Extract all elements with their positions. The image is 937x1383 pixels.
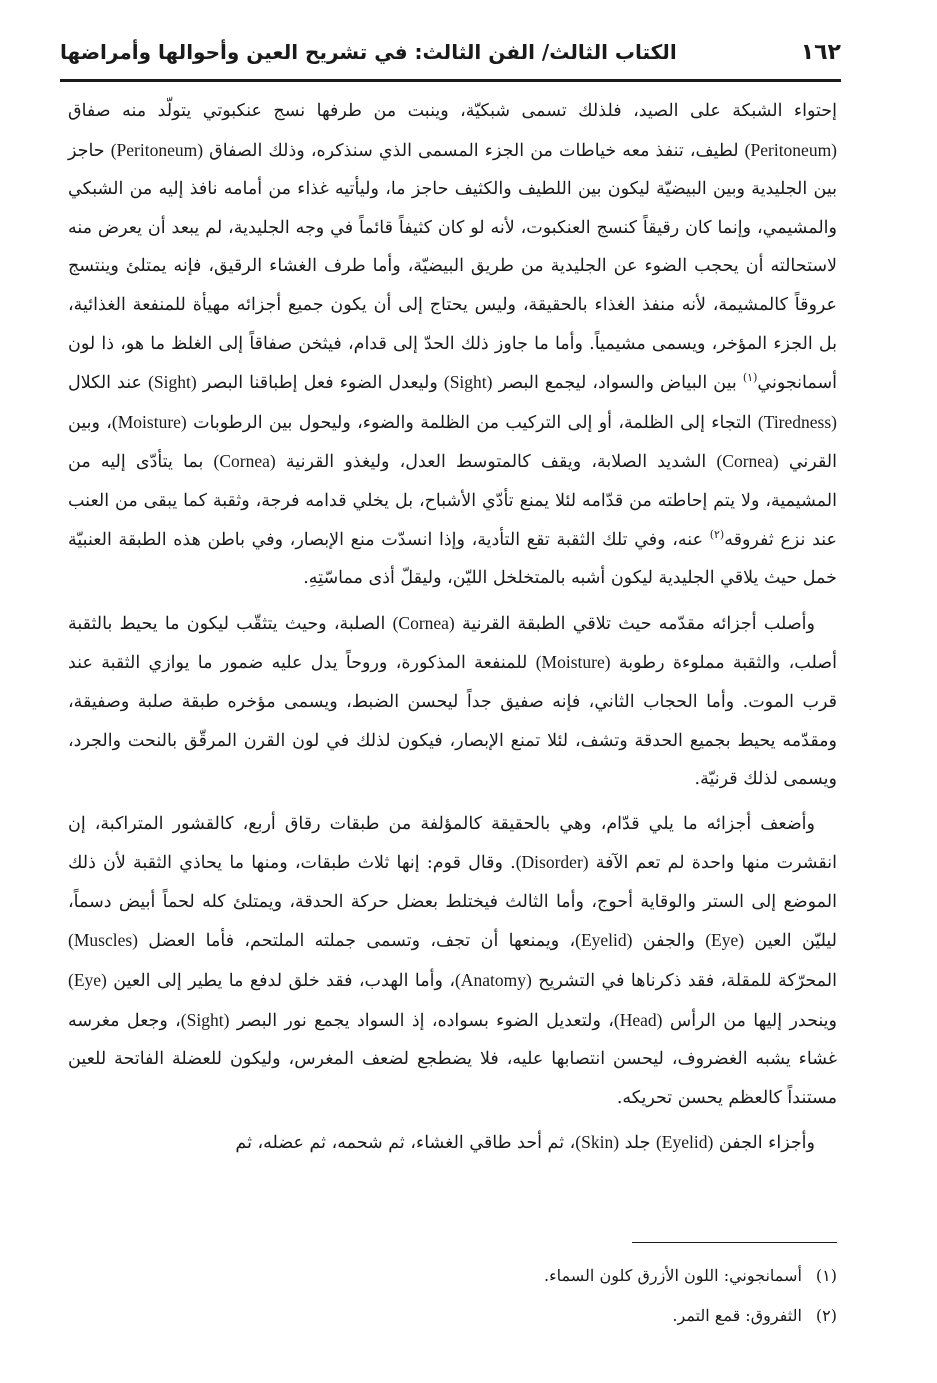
text-run: وأضعف أجزائه ما يلي قدّام، وهي بالحقيقة كالمؤلفة من طبقات رقاق أربع، كالقشور المتراكبة، إن انقشرت منها واحدة لم تعم الآفة <box>68 813 837 874</box>
footnote-text: الثفروق: قمع التمر. <box>672 1306 802 1325</box>
latin-term: (Anatomy) <box>454 970 532 991</box>
text-run: بين البياض والسواد، ليجمع البصر <box>492 373 743 394</box>
page-number: ١٦٢ <box>800 39 841 65</box>
paragraph <box>68 604 837 799</box>
text-run: المحرّكة للمقلة، فقد ذكرناها في التشريح <box>531 971 837 992</box>
text-run: ، وجعل مغرسه غشاء يشبه الغضروف، ليحسن انتصابها عليه، فلا يضطجع لضعف المغرس، وليكون للعضلة الفاتحة للعين مستنداً كالعظم يحسن تحريكه. <box>68 1010 837 1108</box>
text-run: وأجزاء الجفن <box>713 1133 815 1154</box>
latin-term: (Eye) <box>705 930 745 951</box>
text-run: بما يتأدّى إليه من المشيمية، ولا يتم إحاطته من قدّامه لئلا يمنع تأدّي الأشباح، بل يخلي قدامه فرجة، وثقبة كما يبقى من العنب عند نزع ثفروقه <box>68 452 837 550</box>
text-run: وأصلب أجزائه مقدّمه حيث تلاقي الطبقة القرنية <box>454 613 815 634</box>
latin-term: (Eyelid) <box>575 930 633 951</box>
latin-term: (Tiredness) <box>757 411 837 432</box>
latin-term: (Cornea) <box>213 451 276 472</box>
latin-term: (Eyelid) <box>655 1132 714 1153</box>
text-run: حاجز بين الجليدية وبين البيضيّة ليكون بين اللطيف والكثيف حاجز ما، وليأتيه غذاء من أمامه نافذ إليه من الشبكي والمشيمي، وإنما كان رقيقاً كنسج العنكبوت، لأنه لو كان كثيفاً قائماً في وجه الجليدية، لم يبعد أن يعرض منه لاستحالته أن يحجب الضوء عن الجليدية من طريق البيضيّة، وأما طرف الغشاء الرقيق، فإنه يمتلئ وينتسج عروقاً كالمشيمة، لأنه منفذ الغذاء بالحقيقة، وليس يحتاج إلى أن يكون جميع أجزائه مهيأة للمنفعة الغذائية، بل الجزء المؤخر، ويسمى مشيمياً. وأما ما جاوز ذلك الحدّ إلى قدام، فيثخن صفاقاً إلى الغلظ ما هو، ذا لون أسمانجوني <box>68 140 838 394</box>
header-rule <box>60 79 841 82</box>
latin-term: (Eye) <box>68 970 107 991</box>
text-run: ، وأما الهدب، فقد خلق لدفع ما يطير إلى العين <box>106 971 455 992</box>
latin-term: (Disorder) <box>515 852 589 873</box>
text-run: لطيف، تنفذ معه خياطات من الجزء المسمى الذي سنذكره، وذلك الصفاق <box>203 140 745 161</box>
latin-term: (Sight) <box>148 372 197 393</box>
text-run: ، ولتعديل الضوء بسواده، إذ السواد يجمع نور البصر <box>229 1010 614 1031</box>
running-head <box>60 30 841 74</box>
footnotes <box>68 1256 837 1336</box>
text-run: ، ثم أحد طاقي الغشاء، ثم شحمه، ثم عضله، ثم <box>235 1133 576 1154</box>
paragraph <box>68 92 837 598</box>
latin-term: (Muscles) <box>68 930 138 951</box>
latin-term: (Skin) <box>575 1132 620 1153</box>
latin-term: (Peritoneum) <box>744 139 838 160</box>
text-run: عنه، وفي تلك الثقبة تقع التأدية، وإذا انسدّت منع الإبصار، وفي باطن هذه الطبقة العنبيّة خمل حيث يلاقي الجليدية ليكون أشبه بالمتخلخل الليّن، وليقلّ أذى مماسّتِهِ. <box>68 529 837 589</box>
text-run: وليعدل الضوء فعل إطباقنا البصر <box>196 373 444 394</box>
running-title: الكتاب الثالث/ الفن الثالث: في تشريح العين وأحوالها وأمراضها <box>60 40 677 64</box>
footnote-number: (١) <box>815 1266 837 1285</box>
text-run: وينحدر إليها من الرأس <box>662 1010 837 1031</box>
text-run: للمنفعة المذكورة، وروحاً يدل عليه ضمور ما يوازي الثقبة عند قرب الموت. وأما الحجاب الثاني، فإنه صفيق جداً ليحسن الضبط، ويسمى مؤخره طبقة صلبة وصفيقة، ومقدّمه يحيط بجميع الحدقة وتشف، لئلا تمنع الإبصار، فيكون لذلك في لون القرن المرقّق بالنحت والجرد، ويسمى لذلك قرنيّة. <box>68 653 837 790</box>
text-run: التجاء إلى الظلمة، أو إلى التركيب من الظلمة والضوء، وليحول بين الرطوبات <box>186 412 758 433</box>
text-run: إحتواء الشبكة على الصيد، فلذلك تسمى شبكيّة، وينبت من طرفها نسج عنكبوتي يتولّد منه صفاق <box>68 101 837 121</box>
footnote-rule <box>632 1242 837 1243</box>
latin-term: (Cornea) <box>716 451 779 472</box>
footnote-text: أسمانجوني: اللون الأزرق كلون السماء. <box>544 1266 802 1285</box>
footnote-number: (٢) <box>815 1306 837 1325</box>
footnote-reference: (١) <box>742 371 758 385</box>
paragraph <box>68 1123 837 1163</box>
latin-term: (Moisture) <box>111 411 187 432</box>
text-run: جلد <box>619 1133 656 1154</box>
footnote-1 <box>68 1256 837 1296</box>
text-run: عند الكلال <box>68 373 149 394</box>
body-text <box>68 92 837 1169</box>
text-run: . وقال قوم: إنها ثلاث طبقات، ومنها ما يحاذي الثقبة لأن ذلك الموضع إلى الستر والوقاية أحوج، وأما الثالث فيختلط بعضل حركة الحدقة، ويمتلئ كله لحماً أبيض دسماً، ليليّن العين <box>68 853 837 952</box>
latin-term: (Sight) <box>180 1009 230 1030</box>
text-run: الشديد الصلابة، ويقف كالمتوسط العدل، وليغذو القرنية <box>275 452 717 473</box>
footnote-2 <box>68 1296 837 1336</box>
text-run: ، وبين القرني <box>68 412 837 473</box>
latin-term: (Cornea) <box>392 612 455 633</box>
paragraph <box>68 805 837 1118</box>
footnote-reference: (٢) <box>709 527 725 541</box>
text-run: والجفن <box>632 931 706 952</box>
latin-term: (Moisture) <box>535 652 611 673</box>
text-run: ، ويمنعها أن تجف، وتسمى جملته الملتحم، فأما العضل <box>137 931 576 952</box>
latin-term: (Head) <box>613 1009 663 1030</box>
latin-term: (Sight) <box>443 372 493 393</box>
latin-term: (Peritoneum) <box>110 139 204 160</box>
text-run: الصلبة، وحيث يتثقّب ليكون ما يحيط بالثقبة أصلب، والثقبة مملوءة رطوبة <box>68 613 837 674</box>
